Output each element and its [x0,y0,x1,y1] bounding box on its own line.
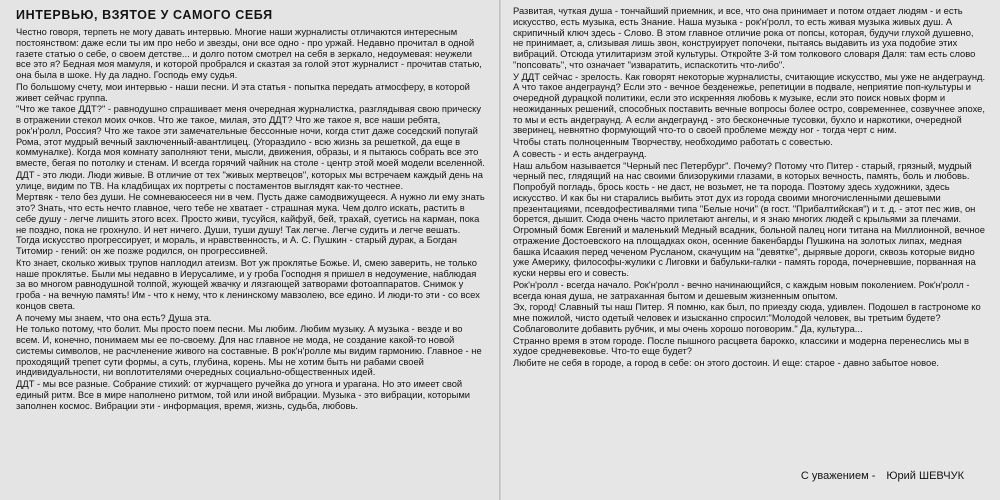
right-page [501,0,1000,500]
paragraph: А почему мы знаем, что она есть? Душа эта. [16,311,212,323]
paragraph: "Что же такое ДДТ?" - равнодушно спрашивает меня очередная журналистка, разглядывая свою прическу в отражении стекол моих очков. Что же такое, милая, это ДДТ? Что же такое я, все наши ребята, рок'н'ролл, Россия? Что же такое эти замечательные бессонные ночи, когда стит даже соседский попугай Рома, этот мудрый вечный заключенный-авантлицец. (Угораздило - всю жизнь за решеткой, да еще в коммуналке). Когда моя комнату заполняют тени, мысли, движения, образы, и я пытаюсь собрать все это вместе, бегая по потолку и стенам. И всегда горячий чайник на столе - центр этой моей модели вселенной. [16,103,485,168]
paragraph: Рок'н'ролл - всегда начало. Рок'н'ролл - вечно начинающийся, с каждым новым поколением. Рок'н'ролл - всегда юная душа, не затраханная бытом и дешевым жизненным опытом. [513,278,970,301]
paragraph: ДДТ - мы все разные. Собрание стихий: от журчащего ручейка до угнога и урагана. Но это имеет свой единый ритм. Все в мире наполнено ритмом, той или иной вибрации. Музыка - это вибрации, которыми заполнен космос. Вибрации эти - информация, время, жизнь, судьба, любовь. [16,378,471,411]
paragraph: Странно время в этом городе. После пышного расцвета барокко, классики и модерна перенеслись мы в худое средневековье. Что-то еще будет? [513,334,969,357]
signature-author: Юрий ШЕВЧУК [886,470,964,482]
paragraph: А совесть - и есть андеграунд. [513,147,647,159]
paragraph: У ДДТ сейчас - зрелость. Как говорят некоторые журналисты, считающие искусство, мы уже не андеграунд. А что такое андеграунд? Если это - вечное безденежье, репетиции в подвале, неприятие поп-культуры и очередной дурацкой политики, если это искренняя любовь к музыке, если это поиск новых форм и неожиданных решений, способных поставить вечные вопросы более остро, современнее, созвучнее эпохе, то мы и есть андеграунд. А если андеграунд - это бесконечные тусовки, бухло и наркотики, очередной зверинец, невнятно формующий что-то о своей проблеме между ног - тогда черт с ним. [513,70,986,136]
article-title: ИНТЕРВЬЮ, ВЗЯТОЕ У САМОГО СЕБЯ [16,8,273,22]
paragraph: Не только потому, что болит. Мы просто поем песни. Мы любим. Любим музыку. А музыка - везде и во всем. И, конечно, понимаем мы ее по-своему. Для нас главное не мода, не создание какой-то новой системы символов, не расчленение живого на составные. В рок'н'ролле мы видим гармонию. Главное - не проходящий трепет сути формы, а суть, глубина, корень. Мы не хотим быть ни рабами своей индивидуальности, ни воплотителями очередных социально-общественных идей. [16,323,482,378]
paragraph: Любите не себя в городе, а город в себе: он этого достоин. И еще: старое - давно забытое новое. [513,357,940,368]
paragraph: Наш альбом называется "Черный пес Петербург". Почему? Потому что Питер - старый, грязный, мудрый черный пес, глядящий на нас своими близорукими глазами, в которых вечность, память, боль и любовь. Попробуй погладь, брось кость - не даст, не возьмет, не та порода. Поэтому здесь художники, здесь искусство. И как бы ни старались выбить этот дух из города своими многочисленными дешевыми презентациями, псевдофестивалями типа "Белые ночи" (в гост. "Прибалтийская") и т. д. - этот пес жив, он борется, дышит. Сюда очень часто прилетают ангелы, и я знаю многих людей с крыльями за плечами. Огромный бомж Евгений и маленький Медный всадник, больной палец ноги титана на Миллионной, вечное отражение Достоевского на площадках окон, осенние бакенбарды Пушкина на золотых липах, медная башка Исаакия перед чеченом Русланом, скачущим на "девятке", дырявые дороги, сквозь которые видно уже Америку, философы-жулики с Лиговки и бабульки-галки - память города, почерневшие, порванная на куски нервы его и совесть. [513,159,985,278]
paragraph: Развитая, чуткая душа - тончайший приемник, и все, что она принимает и потом отдает людям - и есть искусство, есть музыка, есть Знание. Наша музыка - рок'н'ролл, то есть живая музыка живых душ. А скрипичный ключ здесь - Слово. В этом главное отличие рока от попсы, которая, будучи глухой душевно, не принимает, а, слизывая лишь звон, конструирует попочеки, пытаясь выдавить из уха подобие этих вибраций. Отсюда утилитаризм этой культуры. Откройте 3-й том толкового словаря Даля: там есть слово "попсовать", что означает "изваратить, испаскотить что-либо". [513,5,976,70]
paragraph: Чтобы стать полноценным Творчеству, необходимо работать с совестью. [513,136,833,147]
paragraph: ДДТ - это люди. Люди живые. В отличие от тех "живых мертвецов", которых мы встречаем каждый день на улице, видим по ТВ. На кладбищах их портреты с постаментов выглядят как-то честнее. [16,168,483,191]
signature-label: С уважением - [800,470,876,482]
paragraph: Честно говоря, терпеть не могу давать интервью. Многие наши журналисты отличаются интересным постоянством: даже если ты им про небо и звезды, они все одно - про уржай. Недавно прочитал в одной газете статью о себе, о своем детстве... и долго потом смотрел на себя в зеркало, недоумевая: неужели все это я? Бедная моя мамуля, и которой пробрался и сказтая за голой этот журналист - прочитав статью, она была в шоке. Ну да ладно. Господь ему судья. [16,26,482,80]
paragraph: Эх, город! Славный ты наш Питер. Я помню, как был, по приезду сюда, удивлен. Подошел в гастрономе ко мне пожилой, чисто одетый человек и изысканно спросил:"Молодой человек, вы третьим будете? Соблаговолите добавить рубчик, и мы очень хорошо поговорим." Да, культура... [513,301,981,334]
left-page [0,0,499,500]
paragraph: По большому счету, мои интервью - наши песни. И эта статья - попытка передать атмосферу, в которой живет сейчас группа. [16,80,470,103]
paragraph: Кто знает, сколько живых трупов наплодил атеизм. Вот уж проклятье Божье. И, смею заверить, не только наше проклятье. Были мы недавно в Иерусалиме, и у гроба Господня я пришел в недоумение, наблюдая за во многом равнодушной толпой, жующей жвачку и лязгающей затворами фотоаппаратов. Снимок у гроба - на вечную память! Им - что к нему, что к ленинскому мавзолею, все едино. И люди-то эти - со всех концов света. [16,256,480,311]
signature [801,470,964,482]
paragraph: Мертвяк - тело без души. Не сомневаюсееся ни в чем. Пусть даже самодвижущееся. А нужно ли ему знать это? Знать, что есть нечто главное, чего тебе не хватает - страшная мука. Чем долго искать, растить в себе душу - легче лишить этого всех. Просто живи, тусуйся, кайфуй, бей, трахай, суетись на карман, пока не поздно, пока не грохнуло. И нет ничего. Души, туши душу! Так легче. Легче судить и легче вешать. Тогда искусство прогрессирует, и мораль, и нравственность, и А. С. Пушкин - старый дурак, а Богдан Титомир - гений: он же позже родился, он прогрессивней. [16,191,485,256]
